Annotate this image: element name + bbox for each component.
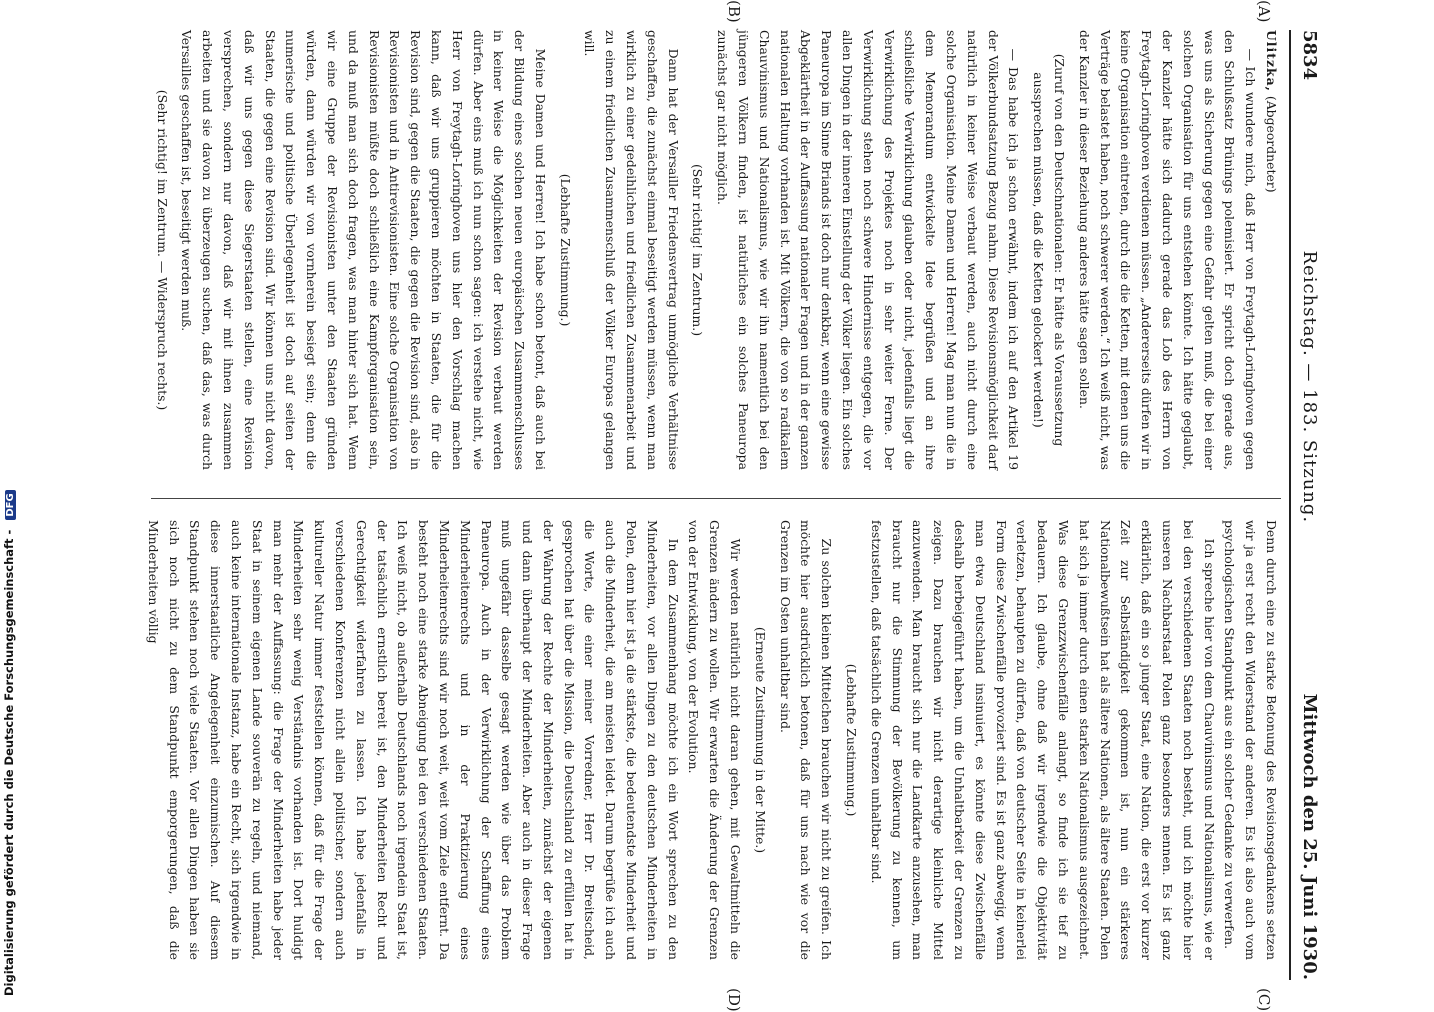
page-number: 5834 [1299, 30, 1321, 81]
interjection: (Zuruf von den Deutschnationalen: Er hätte als Voraussetzung aussprechen müssen, daß die Ketten gelockert werden!) [1031, 53, 1068, 447]
paragraph: In dem Zusammenhang möchte ich ein Wort sprechen zu den Minderheiten, vor allen Dingen zu den deutschen Minderheiten in Polen, denn hier ist ja die stärkste, die bedeutendste Minderheit und auch die Minderheit, die am meisten leidet. Darum begrüße ich auch die Worte, die einer meiner Vorredner, Herr Dr. Breitscheid, gesprochen hat über die Mission, die Deutschland zu erfüllen hat in der Wahrung der Rechte der Minderheiten, zunächst der eigenen und dann überhaupt der Minderheiten. Aber auch in dieser Frage muß ungefähr dasselbe gesagt werden wie über das Problem Paneuropa. Auch in der Verwirklichung der Schaffung eines Minderheitenrechts und in der Praktizierung eines Minderheitenrechts sind wir noch weit, weit vom Ziele entfernt. Da besteht noch eine starke Abneigung bei den verschiedenen Staaten. Ich weiß nicht, ob außerhalb Deutschlands noch irgendein Staat ist, der tatsächlich ernstlich bereit ist, den Minderheiten Recht und Gerechtigkeit widerfahren zu lassen. Ich habe jedenfalls in verschiedenen Konferenzen nicht allein politischer, sondern auch kultureller Natur immer feststellen können, daß für die Frage der Minderheiten sehr wenig Verständnis vorhanden ist. Dort huldigt man mehr der Auffassung: die Frage der Minderheiten habe jeder Staat in seinem eigenen Lande souverän zu regeln, und niemand, auch keine internationale Instanz, habe ein Recht, sich irgendwie in diese innerstaatliche Angelegenheit einzumischen. Auf diesem Standpunkt stehen noch viele Staaten. Vor allen Dingen haben sie sich noch nicht zu dem Standpunkt emporgerungen, daß die Minderheiten völlig [145, 520, 681, 960]
header-title: Reichstag. — 183. Sitzung. [1299, 250, 1321, 524]
interjection: (Sehr richtig! im Zentrum.) [690, 163, 706, 337]
speaker-name: Ulitzka, [1264, 30, 1279, 92]
paragraph: Zu solchen kleinen Mittelchen brauchen wir nicht zu greifen. Ich möchte hier ausdrücklich betonen, daß für uns nach wie vor die Grenzen im Osten unhaltbar sind. [777, 520, 835, 960]
interjection: (Sehr richtig! im Zentrum. — Widerspruch rechts.) [154, 89, 170, 411]
paragraph: Dann hat der Versailler Friedensvertrag unmögliche Verhältnisse geschaffen, die zunächst einmal beseitigt werden müssen, wenn man wirklich zu einer gedeihlichen und friedlichen Zusammenarbeit und zu einem friedlichen Zusammenschluß der Völker Europas gelangen will. [582, 30, 681, 470]
interjection: (Erneute Zustimmung in der Mitte.) [752, 626, 768, 854]
interjection: (Lebhafte Zustimmung.) [557, 173, 573, 327]
document-page [105, 0, 1325, 1012]
speaker-role: Abgeordneter [1264, 100, 1279, 188]
margin-letter-d: (D) [725, 988, 743, 1012]
interjection: (Lebhafte Zustimmung.) [844, 663, 860, 817]
paragraph: — Ich wundere mich, daß Herr von Freytagh-Loringhoven gegen den Schlußsatz Brünings polemisiert. Er spricht doch gerade aus, was uns als Sicherung gegen eine Gefahr gelten muß, die bei einer solchen Organisation für uns entstehen könnte. Ich hätte geglaubt, der Kanzler hätte sich dadurch gerade das Lob des Herrn von Freytagh-Loringhoven verdienen müssen. „Andererseits dürfen wir in keine Organisation eintreten, durch die die Ketten, mit denen uns die Verträge belastet haben, noch schwerer werden.“ Ich weiß nicht, was der Kanzler in dieser Beziehung anderes hätte sagen sollen. [1076, 30, 1259, 470]
margin-letter-b: (B) [725, 0, 743, 23]
paragraph: — Das habe ich ja schon erwähnt, indem ich auf den Artikel 19 der Völkerbundsatzung Bezug nahm. Diese Revisionsmöglichkeit darf natürlich in keiner Weise verbaut werden, auch nicht durch eine solche Organisation. Meine Damen und Herren! Mag man nun die in dem Memorandum entwickelte Idee begrüßen und an ihre schließliche Verwirklichung glauben oder nicht, jedenfalls liegt die Verwirklichung des Projektes noch in sehr weiter Ferne. Der Verwirklichung stehen noch schwere Hindernisse entgegen, die vor allen Dingen in der inneren Einstellung der Völker liegen. Ein solches Paneuropa im Sinne Briands ist doch nur denkbar, wenn eine gewisse Abgeklärtheit in der Auffassung nationaler Fragen und in der ganzen nationalen Haltung vorhanden ist. Mit Völkern, die von so radikalem Chauvinismus und Nationalismus, wie wir ihn namentlich bei den jüngeren Völkern finden, ist natürliches ein solches Paneuropa zunächst gar nicht möglich. [715, 30, 1022, 470]
page-header [1295, 30, 1325, 980]
margin-letter-a: (A) [1255, 0, 1273, 23]
paragraph: Denn durch eine zu starke Betonung des Revisionsgedankens setzen wir ja erst recht den Widerstand der anderen. Es ist also auch vom psychologischen Standpunkt aus ein solcher Gedanke zu verwerfen. [1222, 520, 1279, 960]
header-rule [1289, 30, 1291, 980]
digitization-credit [2, 0, 18, 1000]
paragraph: Meine Damen und Herren! Ich habe schon betont, daß auch bei der Bildung eines solchen neuen europäischen Zusammenschlusses in keiner Weise die Möglichkeiten der Revision verbaut werden dürfen. Aber eins muß ich nun schon sagen: ich verstehe nicht, wie Herr von Freytagh-Loringhoven uns hier den Vorschlag machen kann, daß wir uns gruppieren möchten in Staaten, die für die Revision sind, gegen die Staaten, die gegen die Revision sind, also in Revisionisten und in Antirevisionisten. Eine solche Organisation von Revisionisten müßte doch schließlich eine Kampforganisation sein, und da muß man sich doch fragen, was man hinter sich hat. Wenn wir eine Gruppe der Revisionisten unter den Staaten gründen würden, dann würden wir von vornherein besiegt sein; denn die numerische und politische Überlegenheit ist doch auf seiten der Staaten, die gegen eine Revision sind. Wir können uns nicht davon, daß wir uns gegen diese Siegerstaaten stellen, eine Revision versprechen, sondern nur davon, daß wir mit ihnen zusammen arbeiten und sie davon zu überzeugen suchen, daß das, was durch Versailles geschaffen ist, beseitigt werden muß. [179, 30, 548, 470]
credit-text: Digitalisierung gefördert durch die Deutsche Forschungsgemeinschaft - [2, 529, 16, 996]
header-date: Mittwoch den 25. Juni 1930. [1299, 693, 1321, 980]
paragraph: Ich spreche hier von dem Chauvinismus und Nationalismus, wie er bei den verschiedenen Staaten noch besteht, und ich möchte hier unseren Nachbarstaat Polen ganz besonders nennen. Es ist ganz erklärlich, daß ein so junger Staat, eine Nation, die erst vor kurzer Zeit zur Selbständigkeit gekommen ist, nun ein stärkeres Nationalbewußtsein hat als ältere Nationen, als ältere Staaten. Polen hat sich ja immer durch einen starken Nationalismus ausgezeichnet. Was diese Grenzzwischenfälle anlangt, so finde ich sie tief zu bedauern. Ich glaube, ohne daß wir irgendwie die Objektivität verletzen, behaupten zu dürfen, daß von deutscher Seite in keinerlei Form diese Zwischenfälle provoziert sind. Es ist ganz abwegig, wenn man etwa Deutschland insinuiert, es könnte diese Zwischenfälle deshalb herbeigeführt haben, um die Unhaltbarkeit der Grenzen zu zeigen. Dazu brauchen wir nicht derartige kleinliche Mittel anzuwenden. Man braucht sich nur die Landkarte anzusehen, man braucht nur die Stimmung der Bevölkerung zu kennen, um festzustellen, daß tatsächlich die Grenzen unhaltbar sind. [868, 520, 1217, 960]
column-separator [151, 498, 1281, 499]
margin-letter-c: (C) [1255, 988, 1273, 1012]
right-column [145, 520, 1281, 960]
paragraph: Wir werden natürlich nicht daran gehen, mit Gewaltmitteln die Grenzen ändern zu wollen. Wir erwarten die Änderung der Grenzen von der Entwicklung, von der Evolution. [686, 520, 744, 960]
dfg-logo: DFG [5, 490, 16, 519]
left-column: Ulitzka, (Abgeordneter) — Ich wundere mich, daß Herr von Freytagh-Loringhoven gegen den Schlußsatz Brünings polemisiert. Er spricht doch gerade aus, was uns als Sicherung gegen eine Gefahr gelten muß, die bei einer solchen Organisation für uns entstehen könnte. Ich hätte geglaubt, der Kanzler hätte sich dadurch gerade das Lob des Herrn von Freytagh-Loringhoven verdienen müssen. „Andererseits dürfen wir in keine Organisation eintreten, durch die die Ketten, mit denen uns die Verträge belastet haben, noch schwerer werden.“ Ich weiß nicht, was der Kanzler in dieser Beziehung anderes hätte sagen sollen. (Zuruf von den Deutschnationalen: Er hätte als Voraussetzung aussprechen müssen, daß die Ketten gelockert werden!) — Das habe ich ja schon erwähnt, indem ich auf den Artikel 19 der Völkerbundsatzung Bezug nahm. Diese Revisionsmöglichkeit darf natürlich in keiner Weise verbaut werden, auch nicht durch eine solche Organisation. Meine Damen und Herren! Mag man nun die in dem Memorandum entwickelte Idee begrüßen und an ihre schließliche Verwirklichung glauben oder nicht, jedenfalls liegt die Verwirklichung des Projektes noch in sehr weiter Ferne. Der Verwirklichung stehen noch schwere Hindernisse entgegen, die vor allen Dingen in der inneren Einstellung der Völker liegen. Ein solches Paneuropa im Sinne Briands ist doch nur denkbar, wenn eine gewisse Abgeklärtheit in der Auffassung nationaler Fragen und in der ganzen nationalen Haltung vorhanden ist. Mit Völkern, die von so radikalem Chauvinismus und Nationalismus, wie wir ihn namentlich bei den jüngeren Völkern finden, ist natürliches ein solches Paneuropa zunächst gar nicht möglich. (Sehr richtig! im Zentrum.) Dann hat der Versailler Friedensvertrag unmögliche Verhältnisse geschaffen, die zunächst einmal beseitigt werden müssen, wenn man wirklich zu einer gedeihlichen und friedlichen Zusammenarbeit und zu einem friedlichen Zusammenschluß der Völker Europas gelangen will. (Lebhafte Zustimmung.) Meine Damen und Herren! Ich habe schon betont, daß auch bei der Bildung eines solchen neuen europäischen Zusammenschlusses in keiner Weise die Möglichkeiten der Revision verbaut werden dürfen. Aber eins muß ich nun schon sagen: ich verstehe nicht, wie Herr von Freytagh-Loringhoven uns hier den Vorschlag machen kann, daß wir uns gruppieren möchten in Staaten, die für die Revision sind, gegen die Staaten, die gegen die Revision sind, also in Revisionisten und in Antirevisionisten. Eine solche Organisation von Revisionisten müßte doch schließlich eine Kampforganisation sein, und da muß man sich doch fragen, was man hinter sich hat. Wenn wir eine Gruppe der Revisionisten unter den Staaten gründen würden, dann würden wir von vornherein besiegt sein; denn die numerische und politische Überlegenheit ist doch auf seiten der Staaten, die gegen eine Revision sind. Wir können uns nicht davon, daß wir uns gegen diese Siegerstaaten stellen, eine Revision versprechen, sondern nur davon, daß wir mit ihnen zusammen arbeiten und sie davon zu überzeugen suchen, daß das, was durch Versailles geschaffen ist, beseitigt werden muß. (Sehr richtig! im Zentrum. — Widerspruch rechts.) [151, 30, 1281, 470]
